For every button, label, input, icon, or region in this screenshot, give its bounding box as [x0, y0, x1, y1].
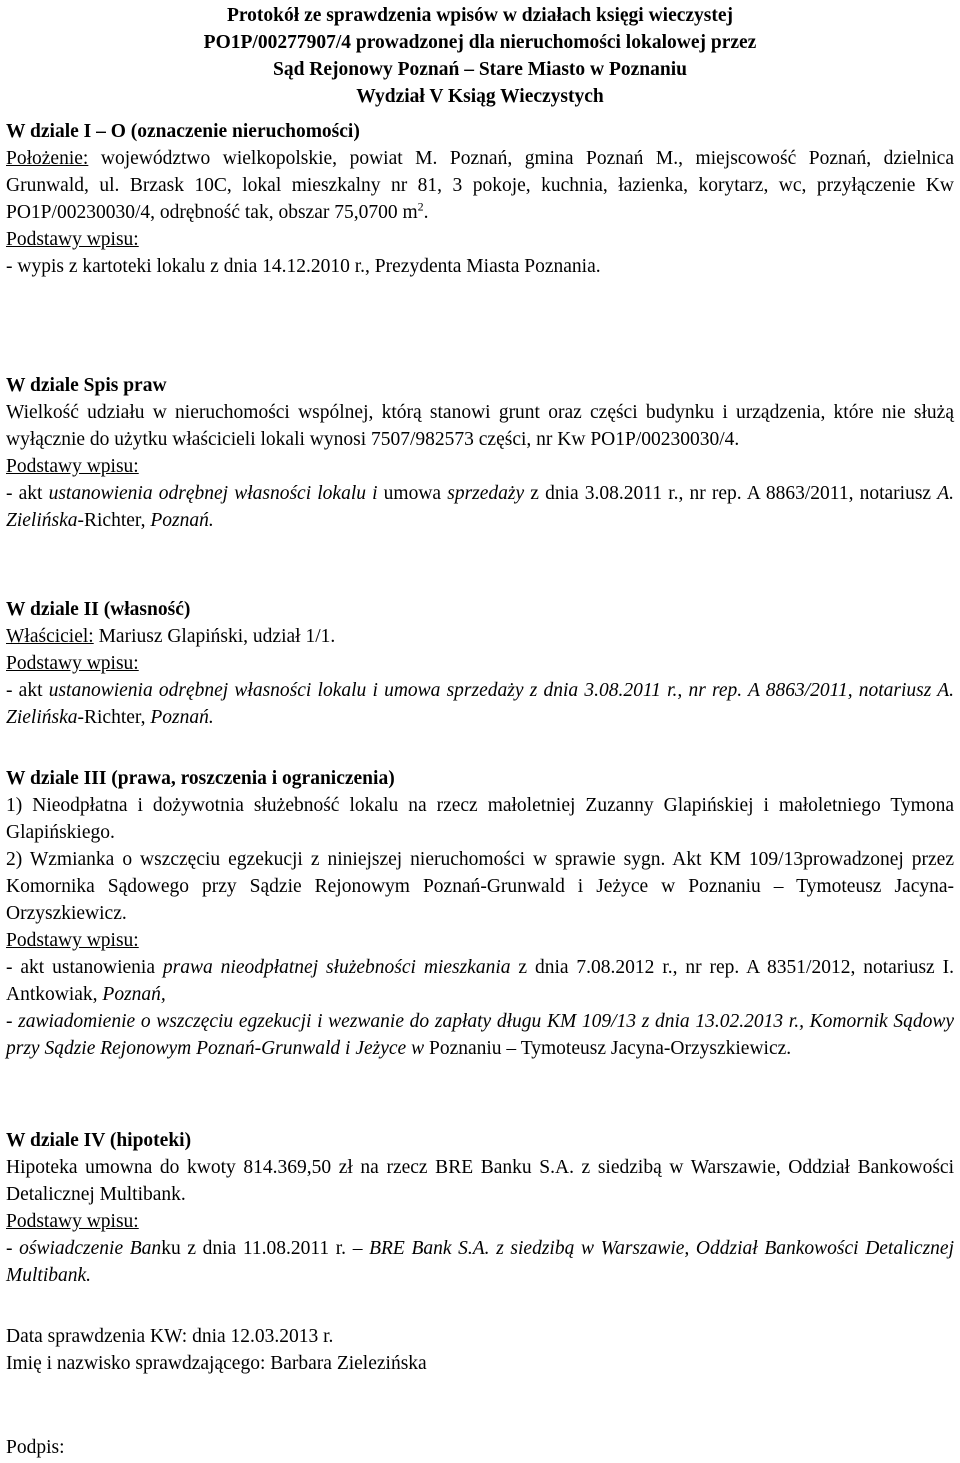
- basis-part: Poznaniu – Tymoteusz Jacyna-Orzyszkiewicz.: [428, 1038, 792, 1059]
- area-superscript: 2: [417, 199, 424, 214]
- title-line-1: Protokół ze sprawdzenia wpisów w działach księgi wieczystej: [226, 5, 734, 26]
- basis-part: -Richter,: [77, 510, 151, 531]
- section-3-basis-2: [6, 1008, 954, 1062]
- basis-part: oświadczenie Ban: [19, 1238, 162, 1259]
- section-1-heading: W dziale I – O (oznaczenie nieruchomości): [6, 121, 360, 142]
- basis-part: Poznań.: [150, 707, 214, 728]
- location-end: .: [423, 202, 429, 223]
- basis-part: ustanowienia odrębnej własności lokalu i umowa sprzedaży z dnia 3.08.2011 r., nr rep. A 8863/2011, notariusz A. Zielińska: [6, 680, 954, 728]
- checker-name: Imię i nazwisko sprawdzającego: Barbara Zielezińska: [6, 1353, 427, 1374]
- section-spis-basis: [6, 480, 954, 534]
- section-1: [6, 118, 954, 280]
- section-4-basis: [6, 1235, 954, 1289]
- basis-part: sprzedaży: [447, 483, 525, 504]
- section-2-basis-label: Podstawy wpisu:: [6, 653, 139, 674]
- section-3-basis-1: [6, 954, 954, 1008]
- section-4-text: Hipoteka umowna do kwoty 814.369,50 zł na rzecz BRE Banku S.A. z siedzibą w Warszawie, Oddział Bankowości Detalicznej Multibank.: [6, 1157, 954, 1205]
- section-4-basis-label: Podstawy wpisu:: [6, 1211, 139, 1232]
- section-spis-praw: [6, 372, 954, 534]
- section-3-basis-label: Podstawy wpisu:: [6, 930, 139, 951]
- basis-part: - akt ustanowienia: [6, 957, 163, 978]
- basis-part: - akt: [6, 680, 49, 701]
- section-1-location: [6, 145, 954, 226]
- section-2-owner: [6, 623, 954, 650]
- title-line-3: Sąd Rejonowy Poznań – Stare Miasto w Poznaniu: [272, 59, 688, 80]
- basis-part: A. Zielińska: [6, 483, 954, 531]
- basis-part: Poznań,: [102, 984, 166, 1005]
- basis-part: ku z dnia 11.08.2011 r. –: [161, 1238, 370, 1259]
- basis-part: -: [6, 1238, 20, 1259]
- owner-text: Mariusz Glapiński, udział 1/1.: [93, 626, 336, 647]
- basis-part: prawa nieodpłatnej służebności mieszkania: [162, 957, 511, 978]
- section-3: [6, 765, 954, 1062]
- owner-label: Właściciel:: [6, 626, 94, 647]
- document-page: [6, 0, 954, 1458]
- section-4-heading: W dziale IV (hipoteki): [6, 1130, 192, 1151]
- footer: [6, 1323, 954, 1377]
- section-2: [6, 596, 954, 731]
- section-spis-basis-label: Podstawy wpisu:: [6, 456, 139, 477]
- location-text: województwo wielkopolskie, powiat M. Poznań, gmina Poznań M., miejscowość Poznań, dzielnica Grunwald, ul. Brzask 10C, lokal mieszkalny nr 81, 3 pokoje, kuchnia, łazienka, korytarz, wc, przyłączenie Kw PO1P/00230030/4, odrębność tak, obszar 75,0700 m: [6, 148, 954, 223]
- section-1-basis: - wypis z kartoteki lokalu z dnia 14.12.2010 r., Prezydenta Miasta Poznania.: [6, 256, 601, 277]
- basis-part: Poznań.: [150, 510, 214, 531]
- section-3-item-1: 1) Nieodpłatna i dożywotnia służebność lokalu na rzecz małoletniej Zuzanny Glapińskiej i małoletniego Tymona Glapińskiego.: [6, 795, 954, 843]
- section-spis-heading: W dziale Spis praw: [6, 375, 167, 396]
- basis-part: umowa: [377, 483, 448, 504]
- basis-part: ustanowienia odrębnej własności lokalu i: [48, 483, 378, 504]
- check-date: Data sprawdzenia KW: dnia 12.03.2013 r.: [6, 1326, 334, 1347]
- title-line-4: Wydział V Ksiąg Wieczystych: [356, 86, 604, 107]
- basis-part: z dnia 3.08.2011 r., nr rep. A 8863/2011, notariusz: [524, 483, 938, 504]
- basis-part: - akt: [6, 483, 49, 504]
- section-2-heading: W dziale II (własność): [6, 599, 191, 620]
- document-title: [6, 2, 954, 110]
- basis-part: - zawiadomienie o wszczęciu egzekucji i wezwanie do zapłaty długu KM 109/13 z dnia 13.02.2013 r., Komornik Sądowy przy Sądzie Rejonowym Poznań-Grunwald i Jeżyce w: [6, 1011, 954, 1059]
- section-2-basis: [6, 677, 954, 731]
- section-4: [6, 1127, 954, 1289]
- location-label: Położenie:: [6, 148, 89, 169]
- basis-part: z dnia 7.08.2012 r., nr rep. A 8351/2012, notariusz I. Antkowiak,: [6, 957, 954, 1005]
- section-spis-text: Wielkość udziału w nieruchomości wspólnej, którą stanowi grunt oraz części budynku i urządzenia, które nie służą wyłącznie do użytku właścicieli lokali wynosi 7507/982573 części, nr Kw PO1P/00230030/4.: [6, 402, 954, 450]
- basis-part: -Richter,: [77, 707, 151, 728]
- basis-part: BRE Bank S.A. z siedzibą w Warszawie, Oddział Bankowości Detalicznej Multibank.: [6, 1238, 954, 1286]
- section-3-item-2: 2) Wzmianka o wszczęciu egzekucji z niniejszej nieruchomości w sprawie sygn. Akt KM 109/13prowadzonej przez Komornika Sądowego przy Sądzie Rejonowym Poznań-Grunwald i Jeżyce w Poznaniu – Tymoteusz Jacyna-Orzyszkiewicz.: [6, 849, 954, 924]
- section-3-heading: W dziale III (prawa, roszczenia i ograniczenia): [6, 768, 395, 789]
- signature-block: [6, 1434, 954, 1461]
- title-line-2: PO1P/00277907/4 prowadzonej dla nieruchomości lokalowej przez: [203, 32, 757, 53]
- section-1-basis-label: Podstawy wpisu:: [6, 229, 139, 250]
- signature-label: Podpis:: [6, 1437, 65, 1458]
